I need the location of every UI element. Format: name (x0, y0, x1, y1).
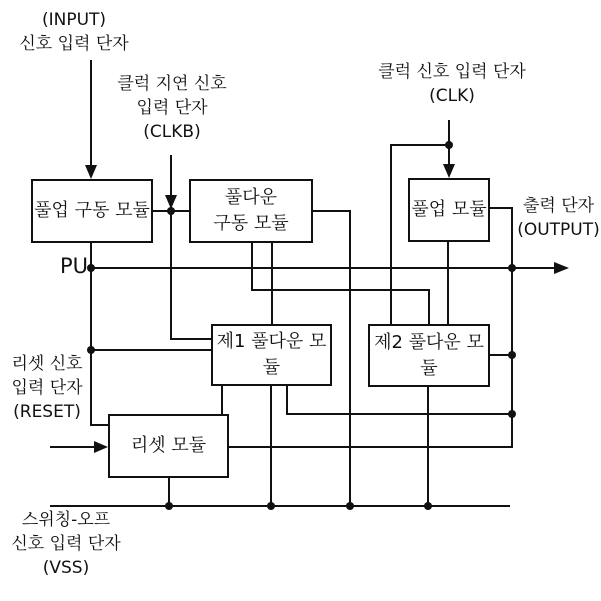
module-pullup-drive: 풀업 구동 모듈 (31, 179, 153, 243)
junction-dot (167, 207, 175, 215)
module-pulldown-drive: 풀다운 구동 모듈 (189, 179, 313, 243)
module-second-pulldown: 제2 풀다운 모듈 (368, 324, 490, 387)
junction-dot (87, 264, 95, 272)
module-pullup: 풀업 모듈 (408, 178, 490, 242)
label-reset-terminal: 리셋 신호 입력 단자 (RESET) (11, 354, 83, 422)
label-input-terminal: (INPUT) 신호 입력 단자 (19, 10, 129, 54)
wire-pdd-to-pd2 (252, 243, 429, 324)
label-pu-node: PU (59, 254, 88, 278)
junction-dot (424, 502, 432, 510)
label-vss-terminal: 스위칭-오프 신호 입력 단자 (VSS) (11, 510, 121, 578)
junction-dot (508, 264, 516, 272)
junction-dot (267, 502, 275, 510)
arrow-down-icon (85, 165, 97, 179)
module-first-pulldown: 제1 풀다운 모듈 (211, 324, 332, 386)
junction-dot (508, 410, 516, 418)
label-output-terminal: 출력 단자 (OUTPUT) (517, 196, 600, 240)
junction-dot (165, 502, 173, 510)
arrow-right-icon (94, 441, 108, 453)
junction-dot (445, 141, 453, 149)
junction-dot (346, 502, 354, 510)
junction-dot (508, 351, 516, 359)
arrow-right-icon (554, 262, 569, 274)
wire-pd1-to-node (287, 386, 512, 414)
label-clkb-terminal: 클럭 지연 신호 입력 단자 (CLKB) (117, 74, 227, 142)
label-clk-terminal: 클럭 신호 입력 단자 (CLK) (378, 62, 526, 106)
arrow-down-icon (165, 195, 177, 209)
arrow-down-icon (443, 164, 455, 178)
module-reset: 리셋 모듈 (108, 414, 229, 478)
